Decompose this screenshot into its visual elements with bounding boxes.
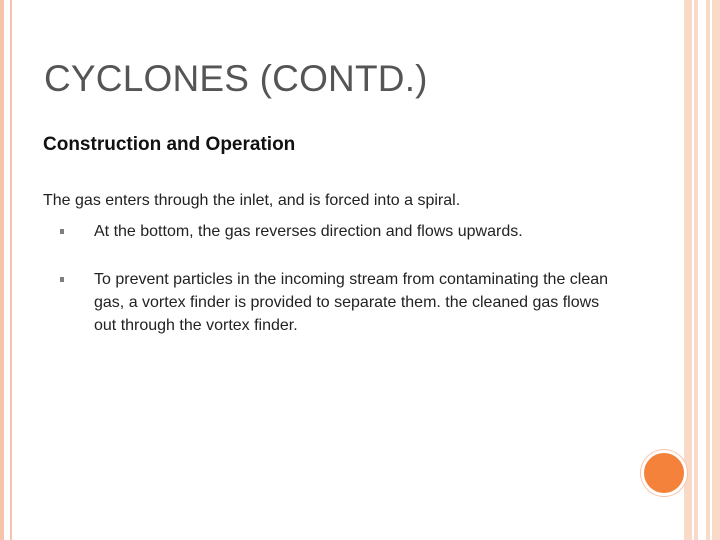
- slide-subtitle: Construction and Operation: [43, 134, 296, 155]
- intro-text: The gas enters through the inlet, and is forced into a spiral.: [43, 192, 461, 209]
- bullet-item: [60, 268, 620, 337]
- right-decorative-band: [684, 0, 720, 540]
- left-decorative-border: [0, 0, 14, 540]
- bullet-square-icon: [60, 277, 64, 282]
- bullet-item: [60, 220, 620, 243]
- accent-circle-decoration: [641, 450, 687, 496]
- bullet-list: [60, 220, 620, 337]
- bullet-square-icon: [60, 229, 64, 234]
- bullet-text: At the bottom, the gas reverses direction and flows upwards.: [94, 223, 523, 240]
- slide-title: CYCLONES (CONTD.): [44, 58, 428, 99]
- bullet-text: To prevent particles in the incoming stream from contaminating the clean gas, a vortex finder is provided to separate them. the cleaned gas flows out through the vortex finder.: [94, 271, 609, 334]
